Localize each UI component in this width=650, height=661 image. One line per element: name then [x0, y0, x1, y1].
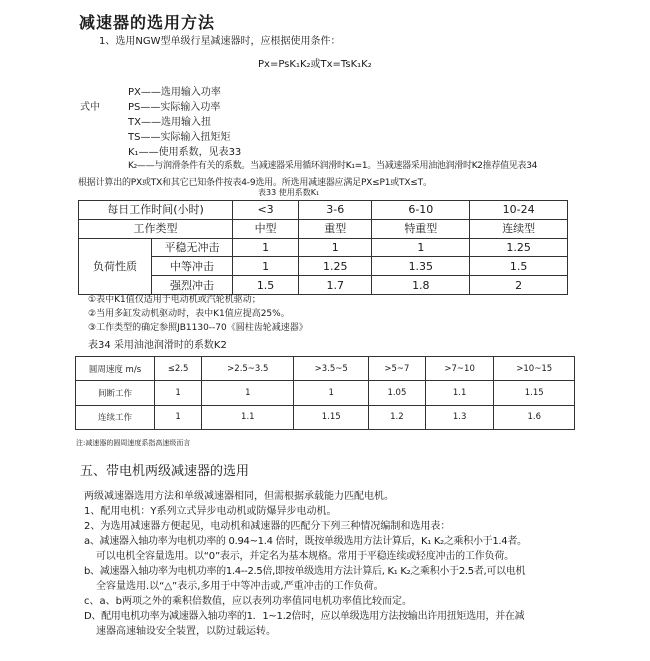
- section-line: 全容量选用.以“△”表示,多用于中等冲击或,严重冲击的工作负荷。: [96, 581, 384, 592]
- def-item: PX——选用输入功率: [128, 87, 221, 98]
- table34-caption: 表34 采用油池润滑时的系数K2: [88, 340, 227, 351]
- table33-cell: 1.25: [299, 257, 372, 276]
- table33-type-cell: 重型: [299, 219, 372, 238]
- table34-cell: 1: [155, 381, 202, 405]
- table34-cell: 1: [294, 381, 369, 405]
- section-line: a、减速器入轴功率为电机功率的 0.94~1.4 倍时，既按单级选用方法计算后，K₁ K₂之乘积小于1.4者。: [84, 536, 527, 547]
- table34-header-cell: >10~15: [494, 357, 575, 381]
- table33-cell: 1: [233, 238, 299, 257]
- table33-row-label: 平稳无冲击: [152, 238, 233, 257]
- table33-cell: 1.5: [233, 276, 299, 295]
- table34-cell: 1.3: [425, 405, 494, 429]
- defs-label: 式中: [80, 102, 100, 113]
- intro-line: 1、选用NGW型单级行星减速器时，应根据使用条件：: [99, 36, 341, 47]
- section-line: c、a、b两项之外的乘积倍数值，应以表列功率值同电机功率值比较而定。: [84, 596, 412, 607]
- table34-header-label: 圆周速度 m/s: [76, 357, 155, 381]
- table34-header-cell: ≤2.5: [155, 357, 202, 381]
- table33-type-cell: 连续型: [470, 219, 568, 238]
- table34-cell: 1.1: [202, 405, 294, 429]
- table34: [75, 356, 575, 430]
- section-line: 速器高速轴设安全装置，以防过载运转。: [96, 626, 276, 637]
- table34-header-cell: >3.5~5: [294, 357, 369, 381]
- page-title: 减速器的选用方法: [79, 13, 216, 32]
- table34-row-label: 连续工作: [76, 405, 155, 429]
- table33-header-label: 每日工作时间(小时): [79, 201, 233, 220]
- table33-caption: 表33 使用系数K₁: [258, 188, 320, 197]
- def-item: TS——实际输入扭矩矩: [128, 132, 231, 143]
- table33-header-cell: 10-24: [470, 201, 568, 220]
- note-item: ③工作类型的确定参照JB1130--70《圆柱齿轮减速器》: [88, 323, 308, 333]
- table34-header-cell: >5~7: [368, 357, 425, 381]
- table33-type-cell: 中型: [233, 219, 299, 238]
- section-line: 可以电机全容量选用。以“0”表示，并定名为基本规格。常用于平稳连续或轻度冲击的工作负荷。: [96, 551, 514, 562]
- table33-header-cell: 6-10: [372, 201, 470, 220]
- table33-type-label: 工作类型: [79, 219, 233, 238]
- table34-cell: 1: [155, 405, 202, 429]
- table33-cell: 1.8: [372, 276, 470, 295]
- section-line: 1、配用电机：Y系列立式异步电动机或防爆异步电动机。: [84, 506, 337, 517]
- table33-header-cell: <3: [233, 201, 299, 220]
- def-item: K₁——使用系数，见表33: [128, 147, 242, 158]
- table33-cell: 1.35: [372, 257, 470, 276]
- def-item: TX——选用输入扭: [128, 117, 211, 128]
- table33-cell: 1: [372, 238, 470, 257]
- def-item: K₂——与润滑条件有关的系数。当减速器采用循环润滑时K₁=1。当减速器采用油池润滑时K2推荐值见表34: [128, 161, 538, 171]
- table33-row-label: 中等冲击: [152, 257, 233, 276]
- table34-cell: 1.15: [294, 405, 369, 429]
- table34-cell: 1.05: [368, 381, 425, 405]
- table33-cell: 1.25: [470, 238, 568, 257]
- def-item: PS——实际输入功率: [128, 102, 221, 113]
- table33-row-label: 强烈冲击: [152, 276, 233, 295]
- table33-group-label: 负荷性质: [79, 238, 152, 294]
- check-paragraph: 根据计算出的PX或TX和其它已知条件按表4-9选用。所选用减速器应满足PX≤P1或TX≤T。: [78, 178, 432, 188]
- formula: Px=PsK₁K₂或Tx=TsK₁K₂: [258, 59, 372, 70]
- table34-row-label: 间断工作: [76, 381, 155, 405]
- note-item: ②当用多缸发动机驱动时，表中K1值应提高25%。: [88, 309, 290, 319]
- table33-header-cell: 3-6: [299, 201, 372, 220]
- table34-header-cell: >2.5~3.5: [202, 357, 294, 381]
- section-line: 两级减速器选用方法和单级减速器相同，但需根据承载能力匹配电机。: [84, 491, 394, 502]
- table34-footnote: 注:减速器的圆周速度系指高速级而言: [76, 439, 191, 447]
- table33-type-cell: 特重型: [372, 219, 470, 238]
- section-line: b、减速器入轴功率为电机功率的1.4--2.5倍,即按单级选用方法计算后, K₁ K₂之乘积小于2.5者,可以电机: [84, 566, 526, 577]
- table33: [78, 200, 568, 295]
- table33-cell: 1: [233, 257, 299, 276]
- table33-cell: 2: [470, 276, 568, 295]
- table34-cell: 1.6: [494, 405, 575, 429]
- table33-cell: 1.5: [470, 257, 568, 276]
- table34-cell: 1: [202, 381, 294, 405]
- table34-header-cell: >7~10: [425, 357, 494, 381]
- table33-cell: 1: [299, 238, 372, 257]
- table33-cell: 1.7: [299, 276, 372, 295]
- table34-cell: 1.1: [425, 381, 494, 405]
- section-line: 2、为选用减速器方便起见，电动机和减速器的匹配分下列三种情况编制和选用表：: [84, 521, 451, 532]
- table34-cell: 1.15: [494, 381, 575, 405]
- table34-cell: 1.2: [368, 405, 425, 429]
- section-line: D、配用电机功率为减速器入轴功率的1．1~1.2倍时，应以单级选用方法按输出许用扭矩选用，并在减: [84, 611, 525, 622]
- section-title: 五、带电机两级减速器的选用: [80, 464, 250, 479]
- note-item: ①表中K1值仅适用于电动机或汽轮机驱动；: [88, 295, 261, 305]
